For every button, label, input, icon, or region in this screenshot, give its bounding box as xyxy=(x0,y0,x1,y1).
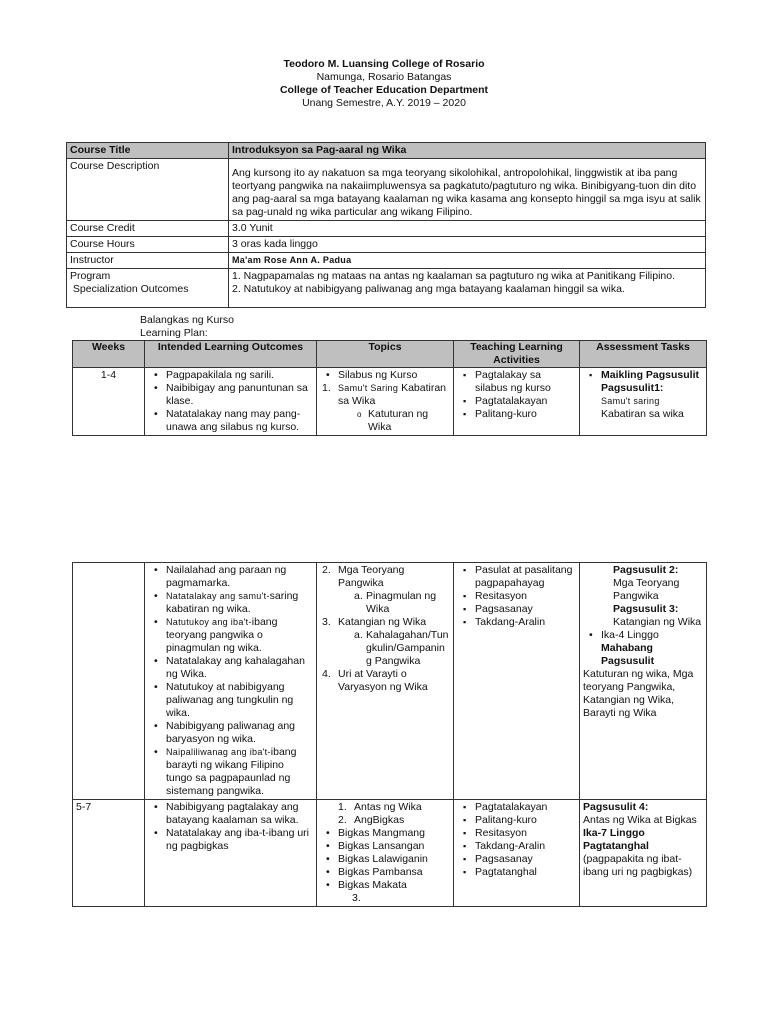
list-item: ▪ Pagtatalakayan xyxy=(475,395,576,408)
list-item xyxy=(322,564,450,616)
course-info-table xyxy=(66,142,706,308)
course-hours-label: Course Hours xyxy=(67,237,229,253)
assessment-text: (pagpapakita ng ibat-ibang uri ng pagbigkas) xyxy=(583,853,693,878)
list-item xyxy=(166,655,313,681)
assessment-text: Katangian ng Wika xyxy=(613,616,702,628)
list-item: ▪ Palitang-kuro xyxy=(475,408,576,421)
list-item: ▪ Pagtalakay sa silabus ng kurso xyxy=(475,369,576,395)
list-item: ▪ Pasulat at pasalitang pagpapahayag xyxy=(475,564,576,590)
course-description-label: Course Description xyxy=(67,159,229,221)
plan-row-continued xyxy=(73,563,707,800)
col-weeks: Weeks xyxy=(73,341,145,368)
assessment-text: Kabatiran sa wika xyxy=(601,408,684,420)
list-item xyxy=(166,720,313,746)
outcome-text: saring kabatiran ng wika. xyxy=(166,590,299,615)
row2-outcomes xyxy=(145,563,317,800)
plan-header-row xyxy=(73,341,707,368)
instructor-value: Ma'am Rose Ann A. Padua xyxy=(229,253,706,269)
list-number: 1. xyxy=(338,801,347,813)
row1-weeks: 1-4 xyxy=(73,368,145,436)
list-item: ▪ Pagsasanay xyxy=(475,603,576,616)
plan-heading xyxy=(140,314,234,340)
topic-text: Mga Teoryang Pangwika xyxy=(338,564,405,589)
col-assessment: Assessment Tasks xyxy=(580,341,707,368)
list-item: • Silabus ng Kurso xyxy=(338,369,450,382)
list-item: o Katuturan ng Wika xyxy=(368,408,450,434)
list-item xyxy=(166,681,313,720)
topic-text: Pinagmulan ng Wika xyxy=(366,590,437,615)
course-credit-value: 3.0 Yunit xyxy=(229,221,706,237)
assessment-bold: Pagsusulit 4: xyxy=(583,801,649,813)
list-item xyxy=(166,746,313,798)
outcome-small-text: Natutukoy ang iba't- xyxy=(166,617,252,627)
college-address: Namunga, Rosario Batangas xyxy=(316,71,452,83)
list-item xyxy=(354,629,450,668)
semester-line: Unang Semestre, A.Y. 2019 – 2020 xyxy=(302,97,466,109)
list-item: • Bigkas Makata xyxy=(338,879,450,892)
outcome-text: ibang teoryang pangwika o pinagmulan ng wika. xyxy=(166,616,278,654)
list-item xyxy=(322,382,450,434)
plan-row-weeks-1-4 xyxy=(73,368,707,436)
list-item: • Bigkas Lansangan xyxy=(338,840,450,853)
list-item: • Bigkas Lalawiganin xyxy=(338,853,450,866)
list-number: 2. xyxy=(338,814,347,826)
list-number: 2. xyxy=(322,564,331,576)
list-item: ▪ Resitasyon xyxy=(475,827,576,840)
list-item xyxy=(166,564,313,590)
program-outcomes-row xyxy=(67,269,706,308)
list-letter: a. xyxy=(354,629,363,641)
list-item: • Bigkas Mangmang xyxy=(338,827,450,840)
outcome-text: Nabibigyang paliwanag ang baryasyon ng wika. xyxy=(166,720,296,745)
outcome-text: Natatalakay ang kahalagahan ng Wika. xyxy=(166,655,305,680)
list-item: ▪ Pagtatalakayan xyxy=(475,801,576,814)
col-activities: Teaching Learning Activities xyxy=(454,341,580,368)
assessment-bold: Ika-7 Linggo Pagtatanghal xyxy=(583,827,649,852)
row2-activities xyxy=(454,563,580,800)
program-label-line1: Program xyxy=(70,270,111,282)
outcome-small-text: Naipaliliwanag ang iba't- xyxy=(166,747,271,757)
list-number: 4. xyxy=(322,668,331,680)
course-description-row xyxy=(67,159,706,221)
list-item: ▪ Pagtatanghal xyxy=(475,866,576,879)
row1-outcomes xyxy=(145,368,317,436)
list-item: • Natatalakay ang iba-t-ibang uri ng pagbigkas xyxy=(166,827,313,853)
plan-heading-line2: Learning Plan: xyxy=(140,327,208,339)
list-item xyxy=(601,369,703,395)
list-item: ▪ Takdang-Aralin xyxy=(475,616,576,629)
row3-topics xyxy=(317,800,454,907)
instructor-label: Instructor xyxy=(67,253,229,269)
assessment-bold: Mahabang Pagsusulit xyxy=(601,642,655,667)
row1-topics xyxy=(317,368,454,436)
assessment-bold: Maikling Pagsusulit Pagsusulit1: xyxy=(601,369,700,394)
list-item: ▪ Palitang-kuro xyxy=(475,814,576,827)
list-item: ▪ Resitasyon xyxy=(475,590,576,603)
topic-text: Kahalagahan/Tungkulin/Gampaning Pangwika xyxy=(366,629,449,667)
plan-heading-line1: Balangkas ng Kurso xyxy=(140,314,234,326)
row2-topics xyxy=(317,563,454,800)
topic-text: AngBigkas xyxy=(354,814,405,826)
list-item xyxy=(354,590,450,616)
program-label-line2: Specialization Outcomes xyxy=(70,283,189,295)
program-outcomes-label xyxy=(67,269,229,308)
course-title-value: Introduksyon sa Pag-aaral ng Wika xyxy=(229,143,706,159)
list-number: 3. xyxy=(352,892,361,904)
row3-activities xyxy=(454,800,580,907)
list-number: 1. xyxy=(322,382,331,394)
assessment-week: • Ika-4 Linggo xyxy=(601,629,659,641)
course-credit-row xyxy=(67,221,706,237)
list-item xyxy=(322,668,450,694)
outcome-text: ibang barayti ng wikang Filipino tungo sa pagpapaunlad ng sistemang pangwika. xyxy=(166,746,297,797)
list-letter: a. xyxy=(354,590,363,602)
course-credit-label: Course Credit xyxy=(67,221,229,237)
program-outcomes-value xyxy=(229,269,706,308)
list-item xyxy=(166,590,313,616)
row1-activities xyxy=(454,368,580,436)
outcome-text: Nailalahad ang paraan ng pagmamarka. xyxy=(166,564,287,589)
row3-assessment xyxy=(580,800,707,907)
row1-assessment xyxy=(580,368,707,436)
list-item: • Natatalakay nang may pang-unawa ang silabus ng kurso. xyxy=(166,408,313,434)
list-item: ▪ Pagsasanay xyxy=(475,853,576,866)
list-item xyxy=(166,616,313,655)
assessment-bold: Pagsusulit 3: xyxy=(613,603,679,615)
assessment-text: Mga Teoryang Pangwika xyxy=(613,577,680,602)
list-item xyxy=(601,629,703,668)
list-item xyxy=(322,616,450,668)
list-item xyxy=(338,801,450,814)
program-outcome-1: 1. Nagpapamalas ng mataas na antas ng kaalaman sa pagtuturo ng wika at Panitikang Filipino. xyxy=(232,270,676,282)
course-description-value: Ang kursong ito ay nakatuon sa mga teoryang sikolohikal, antropolohikal, linggwistik at iba pang teortyang pangwika na nakaiimpluwensya sa pagkatuto/pagtuturo ng wika. Binibigyang-tuon din dito ang pag-aaral sa mga batayang kaalaman ng wika kasama ang konsepto hinggil sa mga isyu at salik sa pag-unald ng wika particular ang wikang Filipino. xyxy=(229,159,706,221)
list-item: • Pagpapakilala ng sarili. xyxy=(166,369,313,382)
topic-text: Katangian ng Wika xyxy=(338,616,427,628)
assessment-small: Samu't saring xyxy=(601,396,660,406)
list-item: • Nabibigyang pagtalakay ang batayang kaalaman sa wika. xyxy=(166,801,313,827)
course-title-row xyxy=(67,143,706,159)
topic-small-text: Samu't Saring xyxy=(338,383,399,393)
outcome-text: Natutukoy at nabibigyang paliwanag ang tungkulin ng wika. xyxy=(166,681,294,719)
topic-text: Antas ng Wika xyxy=(354,801,422,813)
course-hours-row xyxy=(67,237,706,253)
college-name: Teodoro M. Luansing College of Rosario xyxy=(283,58,485,70)
list-item: • Bigkas Pambansa xyxy=(338,866,450,879)
instructor-row xyxy=(67,253,706,269)
list-item: ▪ Takdang-Aralin xyxy=(475,840,576,853)
course-hours-value: 3 oras kada linggo xyxy=(229,237,706,253)
learning-plan-table xyxy=(72,340,707,436)
list-number: 3. xyxy=(322,616,331,628)
row3-weeks: 5-7 xyxy=(73,800,145,907)
assessment-bold: Pagsusulit 2: xyxy=(613,564,679,576)
course-title-label: Course Title xyxy=(67,143,229,159)
list-item xyxy=(338,814,450,827)
assessment-text: Katuturan ng wika, Mga teoryang Pangwika, Katangian ng Wika, Barayti ng Wika xyxy=(583,668,694,719)
outcome-small-text: Natatalakay ang samu't- xyxy=(166,591,270,601)
col-topics: Topics xyxy=(317,341,454,368)
list-item: • Naibibigay ang panuntunan sa klase. xyxy=(166,382,313,408)
program-outcome-2: 2. Natutukoy at nabibigyang paliwanag ang mga batayang kaalaman hinggil sa wika. xyxy=(232,283,625,295)
row2-assessment xyxy=(580,563,707,800)
learning-plan-table-continued xyxy=(72,562,707,907)
topic-text: Uri at Varayti o Varyasyon ng Wika xyxy=(338,668,428,693)
col-outcomes: Intended Learning Outcomes xyxy=(145,341,317,368)
row2-weeks xyxy=(73,563,145,800)
assessment-text: Antas ng Wika at Bigkas xyxy=(583,814,697,826)
department-name: College of Teacher Education Department xyxy=(279,84,489,96)
topic-text: Kabatiran sa Wika xyxy=(338,382,447,407)
plan-row-weeks-5-7 xyxy=(73,800,707,907)
row3-outcomes xyxy=(145,800,317,907)
document-header xyxy=(0,58,768,110)
